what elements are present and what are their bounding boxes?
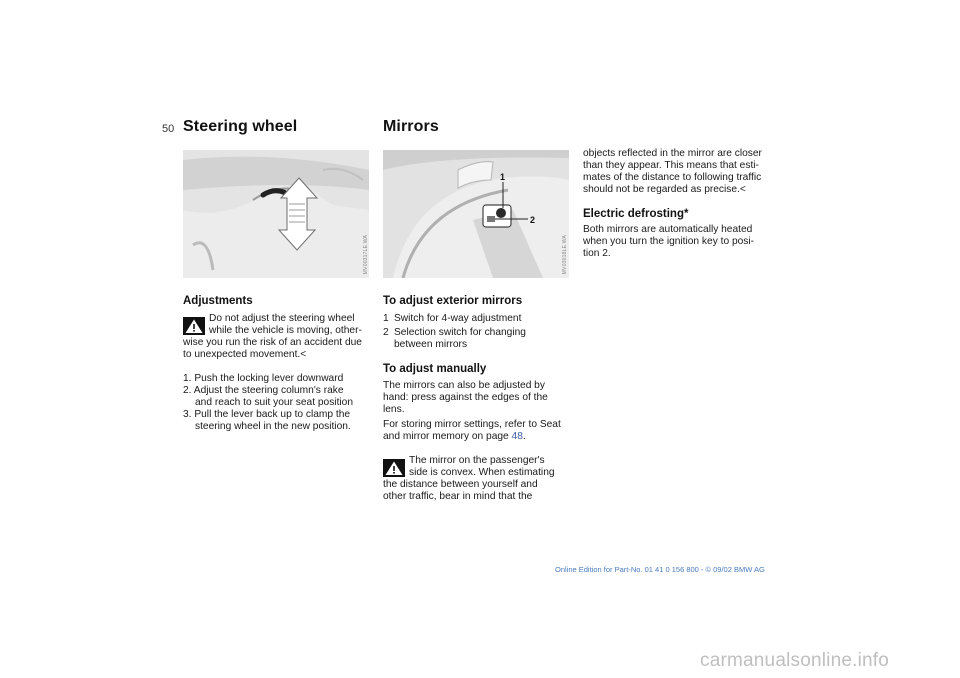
step-item: 3. Pull the lever back up to clamp the [183, 409, 351, 420]
warning-line: to unexpected movement.< [183, 349, 307, 360]
paragraph-line: lens. [383, 404, 405, 415]
warning-line: other traffic, bear in mind that the [383, 491, 533, 502]
step-item-cont: steering wheel in the new position. [195, 421, 351, 432]
watermark: carmanualsonline.info [700, 650, 890, 671]
adjustments-heading: Adjustments [183, 295, 253, 307]
paragraph-line: hand: press against the edges of the [383, 392, 548, 403]
paragraph-line: and mirror memory on page 48. [383, 431, 526, 442]
adjust-manually-heading: To adjust manually [383, 363, 487, 375]
warning-line: The mirror on the passenger's [409, 455, 545, 466]
paragraph-line: The mirrors can also be adjusted by [383, 380, 545, 391]
paragraph-line: than they appear. This means that esti- [583, 160, 759, 171]
list-item: 2 Selection switch for changing [383, 327, 526, 338]
electric-defrosting-heading: Electric defrosting* [583, 208, 689, 220]
warning-line: side is convex. When estimating [409, 467, 555, 478]
warning-line: Do not adjust the steering wheel [209, 313, 355, 324]
paragraph-line: objects reflected in the mirror are closer [583, 148, 762, 159]
end-mark: < [739, 184, 746, 195]
steering-wheel-title: Steering wheel [183, 118, 298, 135]
warning-line: the distance between yourself and [383, 479, 538, 490]
paragraph-line: should not be regarded as precise.< [583, 184, 746, 195]
paragraph-line: For storing mirror settings, refer to Seat [383, 419, 561, 430]
paragraph-line: mates of the distance to following traffic [583, 172, 762, 183]
figure-code: MV00317LE.WA [363, 235, 369, 275]
mirrors-title: Mirrors [383, 118, 439, 135]
steering-wheel-figure [183, 150, 369, 278]
warning-icon [183, 317, 205, 335]
mirror-switch-figure [383, 150, 569, 278]
paragraph-line: tion 2. [583, 248, 611, 259]
warning-line: while the vehicle is moving, other- [209, 325, 362, 336]
list-item-cont: between mirrors [394, 339, 468, 350]
step-item: 2. Adjust the steering column's rake [183, 385, 344, 396]
figure-code: MV03018LE.WA [562, 235, 568, 275]
footer-edition: Online Edition for Part-No. 01 41 0 156 800 - © 09/02 BMW AG [555, 565, 765, 574]
warning-line: wise you run the risk of an accident due [183, 337, 362, 348]
step-item: 1. Push the locking lever downward [183, 373, 344, 384]
step-item-cont: and reach to suit your seat position [195, 397, 354, 408]
end-mark: < [300, 349, 307, 360]
page-48-link[interactable]: 48 [511, 431, 523, 442]
list-item: 1 Switch for 4-way adjustment [383, 313, 522, 324]
page-number: 50 [162, 123, 175, 135]
paragraph-line: when you turn the ignition key to posi- [583, 236, 755, 247]
exterior-mirrors-heading: To adjust exterior mirrors [383, 295, 523, 307]
paragraph-line: Both mirrors are automatically heated [583, 224, 753, 235]
callout-2: 2 [530, 215, 536, 225]
callout-1: 1 [500, 172, 506, 182]
warning-icon [383, 459, 405, 477]
